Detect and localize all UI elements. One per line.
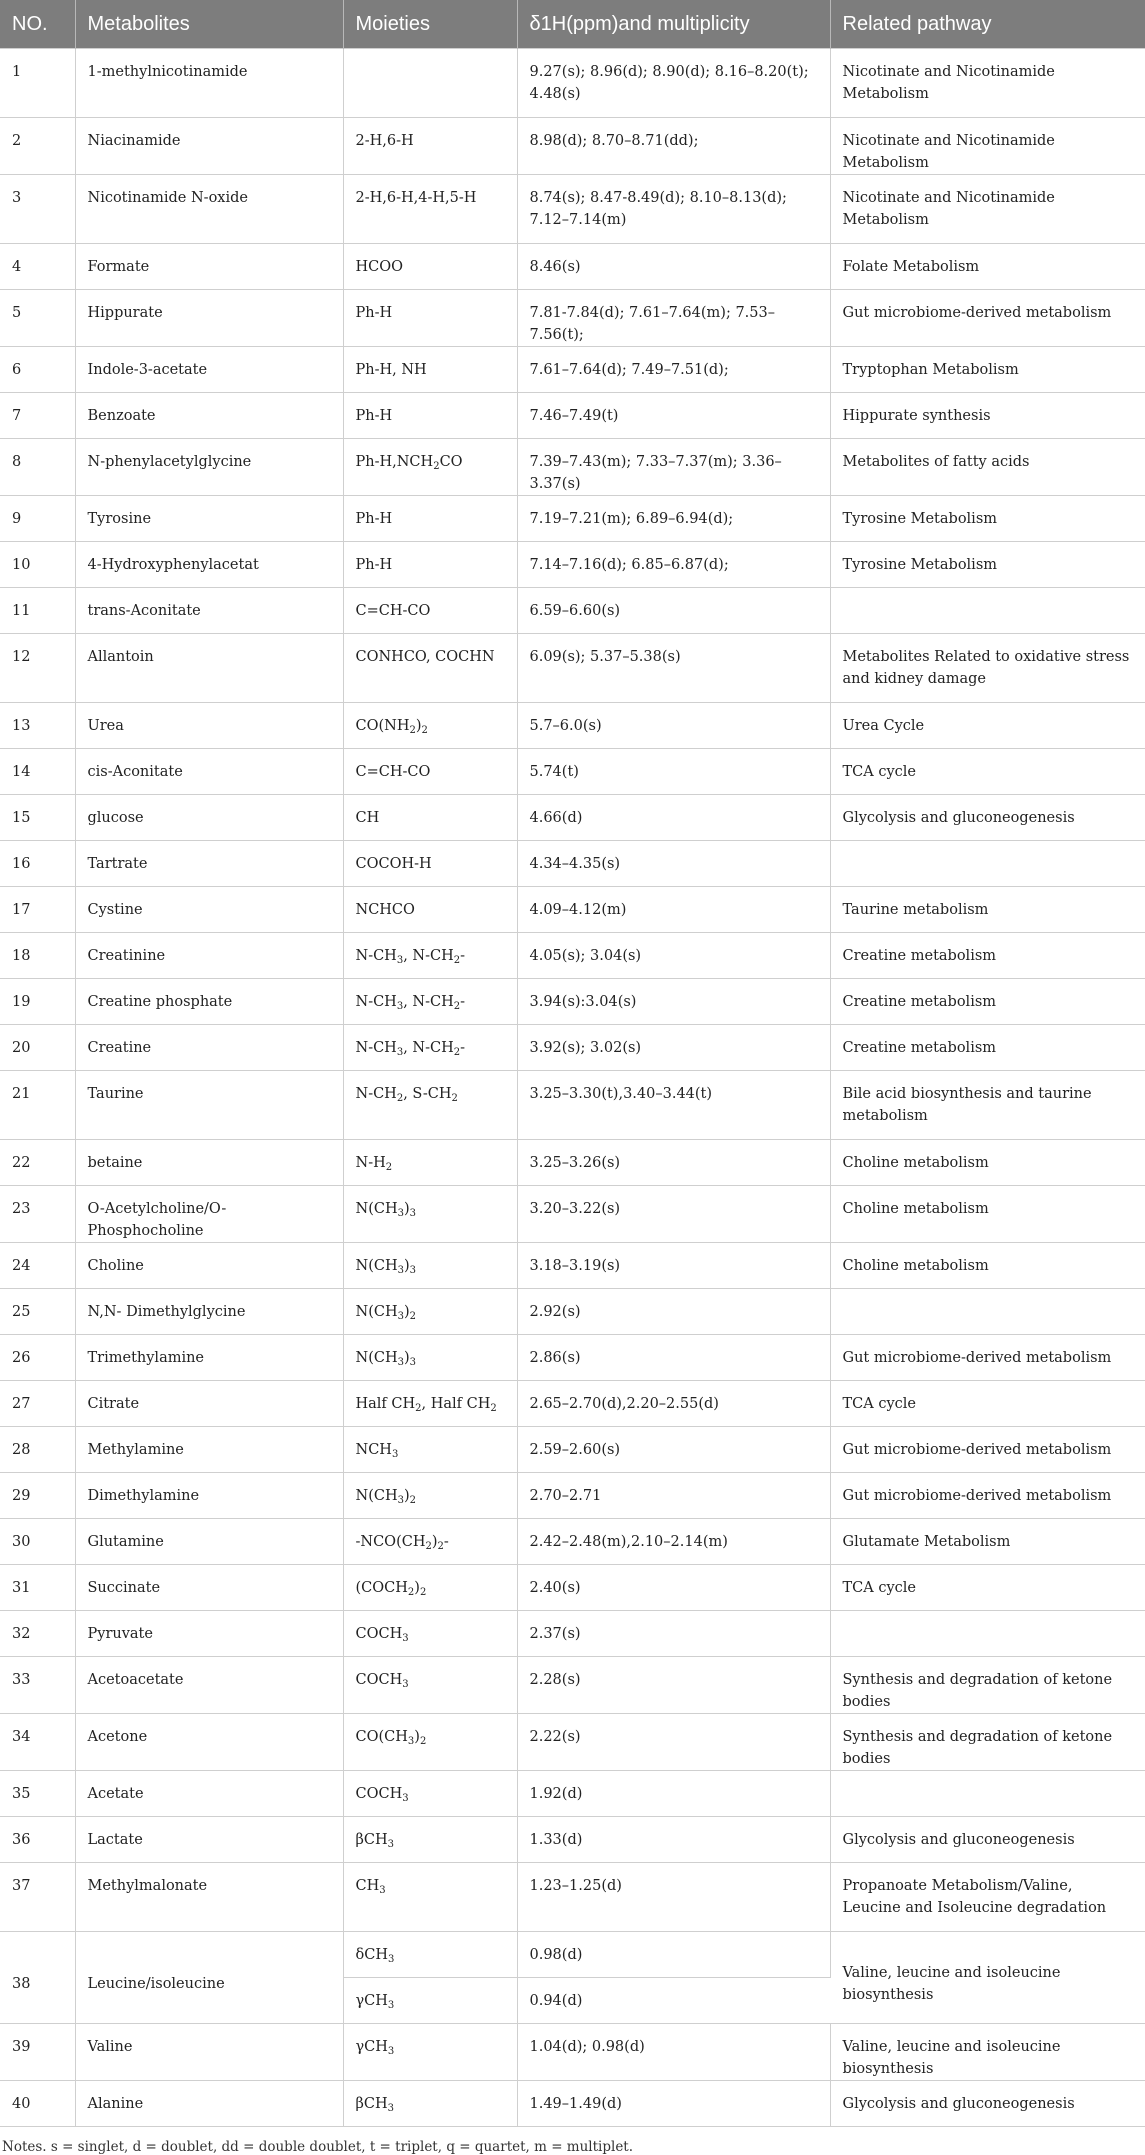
table-row xyxy=(0,703,1145,749)
cell-shift: 7.46–7.49(t) xyxy=(517,393,830,439)
cell-no: 37 xyxy=(0,1863,75,1932)
cell-shift: 3.25–3.26(s) xyxy=(517,1140,830,1186)
cell-shift: 2.92(s) xyxy=(517,1289,830,1335)
cell-no: 19 xyxy=(0,979,75,1025)
cell-pathway: TCA cycle xyxy=(830,749,1145,795)
cell-moiety: NCHCO xyxy=(343,887,517,933)
cell-metabolite: Glutamine xyxy=(75,1519,343,1565)
cell-pathway: Creatine metabolism xyxy=(830,933,1145,979)
cell-metabolite: Leucine/isoleucine xyxy=(75,1932,343,2024)
cell-metabolite: Choline xyxy=(75,1243,343,1289)
cell-shift: 4.66(d) xyxy=(517,795,830,841)
cell-metabolite: Methylamine xyxy=(75,1427,343,1473)
cell-pathway: Nicotinate and Nicotinamide Metabolism xyxy=(830,175,1145,244)
cell-shift: 6.09(s); 5.37–5.38(s) xyxy=(517,634,830,703)
table-row xyxy=(0,933,1145,979)
cell-no: 3 xyxy=(0,175,75,244)
cell-moiety: Half $CH_2$, Half $CH_2$ xyxy=(343,1381,517,1427)
cell-metabolite: Tyrosine xyxy=(75,496,343,542)
cell-pathway: TCA cycle xyxy=(830,1381,1145,1427)
table-row xyxy=(0,841,1145,887)
table-row xyxy=(0,1714,1145,1771)
table-row xyxy=(0,634,1145,703)
cell-pathway: Nicotinate and Nicotinamide Metabolism xyxy=(830,49,1145,118)
table-row xyxy=(0,439,1145,496)
cell-metabolite: Allantoin xyxy=(75,634,343,703)
cell-pathway: Nicotinate and Nicotinamide Metabolism xyxy=(830,118,1145,175)
cell-shift: 2.42–2.48(m),2.10–2.14(m) xyxy=(517,1519,830,1565)
cell-pathway: Glutamate Metabolism xyxy=(830,1519,1145,1565)
cell-metabolite: glucose xyxy=(75,795,343,841)
cell-pathway: Choline metabolism xyxy=(830,1140,1145,1186)
cell-pathway: Urea Cycle xyxy=(830,703,1145,749)
cell-no: 17 xyxy=(0,887,75,933)
cell-no: 4 xyxy=(0,244,75,290)
cell-moiety: $NCH_3$ xyxy=(343,1427,517,1473)
table-row xyxy=(0,588,1145,634)
cell-shift: 2.65–2.70(d),2.20–2.55(d) xyxy=(517,1381,830,1427)
cell-shift: 6.59–6.60(s) xyxy=(517,588,830,634)
cell-no: 22 xyxy=(0,1140,75,1186)
table-row xyxy=(0,749,1145,795)
cell-shift: 5.74(t) xyxy=(517,749,830,795)
cell-metabolite: N-phenylacetylglycine xyxy=(75,439,343,496)
cell-shift: 7.81-7.84(d); 7.61–7.64(m); 7.53–7.56(t); xyxy=(517,290,830,347)
cell-metabolite: trans-Aconitate xyxy=(75,588,343,634)
cell-no: 18 xyxy=(0,933,75,979)
cell-no: 11 xyxy=(0,588,75,634)
cell-no: 6 xyxy=(0,347,75,393)
cell-moiety: $N(CH_3)_2$ xyxy=(343,1289,517,1335)
cell-shift: 7.14–7.16(d); 6.85–6.87(d); xyxy=(517,542,830,588)
cell-pathway: Taurine metabolism xyxy=(830,887,1145,933)
cell-shift: 3.20–3.22(s) xyxy=(517,1186,830,1243)
cell-moiety: $N(CH_3)_3$ xyxy=(343,1335,517,1381)
cell-shift: 3.18–3.19(s) xyxy=(517,1243,830,1289)
cell-shift: 5.7–6.0(s) xyxy=(517,703,830,749)
cell-no: 20 xyxy=(0,1025,75,1071)
table-notes: Notes. s = singlet, d = doublet, dd = double doublet, t = triplet, q = quartet, m = multiplet. xyxy=(2,2139,634,2155)
cell-no: 16 xyxy=(0,841,75,887)
cell-pathway: Propanoate Metabolism/Valine, Leucine and Isoleucine degradation xyxy=(830,1863,1145,1932)
cell-moiety: $(COCH_2)_2$ xyxy=(343,1565,517,1611)
cell-moiety: $N-CH_2$, $S-CH_2$ xyxy=(343,1071,517,1140)
cell-no: 31 xyxy=(0,1565,75,1611)
cell-moiety: CH xyxy=(343,795,517,841)
cell-moiety: $CH_3$ xyxy=(343,1863,517,1932)
table-row xyxy=(0,347,1145,393)
cell-metabolite: 4-Hydroxyphenylacetat xyxy=(75,542,343,588)
cell-shift: 2.28(s) xyxy=(517,1657,830,1714)
cell-pathway xyxy=(830,1611,1145,1657)
cell-shift: 1.33(d) xyxy=(517,1817,830,1863)
cell-metabolite: Indole-3-acetate xyxy=(75,347,343,393)
cell-no: 13 xyxy=(0,703,75,749)
cell-pathway: Valine, leucine and isoleucine biosynthesis xyxy=(830,2024,1145,2081)
cell-moiety: γCH$_3$ xyxy=(343,2024,517,2081)
cell-shift: 0.98(d) xyxy=(517,1932,830,1978)
cell-shift: 8.98(d); 8.70–8.71(dd); xyxy=(517,118,830,175)
cell-moiety: 2-H,6-H,4-H,5-H xyxy=(343,175,517,244)
cell-metabolite: 1-methylnicotinamide xyxy=(75,49,343,118)
cell-metabolite: Tartrate xyxy=(75,841,343,887)
cell-shift: 1.49–1.49(d) xyxy=(517,2081,830,2127)
cell-metabolite: Creatine phosphate xyxy=(75,979,343,1025)
cell-no: 40 xyxy=(0,2081,75,2127)
cell-shift: 2.22(s) xyxy=(517,1714,830,1771)
cell-shift: 0.94(d) xyxy=(517,1978,830,2024)
cell-moiety: $N-H_2$ xyxy=(343,1140,517,1186)
header-no: NO. xyxy=(0,0,75,49)
table-row xyxy=(0,1140,1145,1186)
table-row xyxy=(0,1427,1145,1473)
cell-no: 36 xyxy=(0,1817,75,1863)
cell-no: 10 xyxy=(0,542,75,588)
cell-metabolite: O-Acetylcholine/O-Phosphocholine xyxy=(75,1186,343,1243)
cell-shift: 1.92(d) xyxy=(517,1771,830,1817)
cell-metabolite: Acetone xyxy=(75,1714,343,1771)
table-row xyxy=(0,1186,1145,1243)
cell-moiety: $N(CH_3)_3$ xyxy=(343,1243,517,1289)
cell-shift: 4.05(s); 3.04(s) xyxy=(517,933,830,979)
table-row xyxy=(0,1473,1145,1519)
cell-metabolite: Lactate xyxy=(75,1817,343,1863)
cell-no: 5 xyxy=(0,290,75,347)
cell-moiety: βCH$_3$ xyxy=(343,2081,517,2127)
cell-metabolite: Succinate xyxy=(75,1565,343,1611)
cell-no: 9 xyxy=(0,496,75,542)
cell-no: 32 xyxy=(0,1611,75,1657)
cell-no: 2 xyxy=(0,118,75,175)
cell-no: 38 xyxy=(0,1932,75,2024)
cell-no: 7 xyxy=(0,393,75,439)
cell-pathway xyxy=(830,1289,1145,1335)
cell-moiety: C=CH-CO xyxy=(343,749,517,795)
table-row xyxy=(0,393,1145,439)
cell-shift: 1.23–1.25(d) xyxy=(517,1863,830,1932)
cell-no: 25 xyxy=(0,1289,75,1335)
cell-metabolite: Alanine xyxy=(75,2081,343,2127)
table-row xyxy=(0,1771,1145,1817)
header-metabolites: Metabolites xyxy=(75,0,343,49)
cell-metabolite: betaine xyxy=(75,1140,343,1186)
cell-metabolite: Dimethylamine xyxy=(75,1473,343,1519)
cell-no: 8 xyxy=(0,439,75,496)
cell-pathway: Glycolysis and gluconeogenesis xyxy=(830,2081,1145,2127)
cell-no: 28 xyxy=(0,1427,75,1473)
cell-pathway xyxy=(830,1771,1145,1817)
cell-metabolite: Trimethylamine xyxy=(75,1335,343,1381)
cell-no: 30 xyxy=(0,1519,75,1565)
table-row xyxy=(0,542,1145,588)
cell-no: 1 xyxy=(0,49,75,118)
table-row xyxy=(0,979,1145,1025)
cell-moiety: $COCH_3$ xyxy=(343,1611,517,1657)
cell-moiety: Ph-H, NH xyxy=(343,347,517,393)
table-row xyxy=(0,1381,1145,1427)
cell-shift: 4.09–4.12(m) xyxy=(517,887,830,933)
cell-pathway: Creatine metabolism xyxy=(830,1025,1145,1071)
cell-pathway: Tyrosine Metabolism xyxy=(830,542,1145,588)
cell-pathway: Synthesis and degradation of ketone bodies xyxy=(830,1657,1145,1714)
cell-shift: 3.25–3.30(t),3.40–3.44(t) xyxy=(517,1071,830,1140)
cell-pathway: Hippurate synthesis xyxy=(830,393,1145,439)
table-row xyxy=(0,1243,1145,1289)
cell-moiety: $N(CH_3)_3$ xyxy=(343,1186,517,1243)
cell-metabolite: Acetate xyxy=(75,1771,343,1817)
table-row xyxy=(0,496,1145,542)
cell-metabolite: Niacinamide xyxy=(75,118,343,175)
table-row xyxy=(0,2024,1145,2081)
table-row xyxy=(0,244,1145,290)
cell-moiety: COCOH-H xyxy=(343,841,517,887)
table-row xyxy=(0,1863,1145,1932)
cell-pathway: Tryptophan Metabolism xyxy=(830,347,1145,393)
table-row xyxy=(0,2081,1145,2127)
cell-pathway: Gut microbiome-derived metabolism xyxy=(830,1427,1145,1473)
cell-shift: 2.59–2.60(s) xyxy=(517,1427,830,1473)
cell-no: 12 xyxy=(0,634,75,703)
cell-shift: 2.70–2.71 xyxy=(517,1473,830,1519)
cell-moiety: $Ph-H,NCH_2CO$ xyxy=(343,439,517,496)
cell-metabolite: Cystine xyxy=(75,887,343,933)
cell-pathway: Valine, leucine and isoleucine biosynthesis xyxy=(830,1932,1145,2024)
cell-metabolite: N,N- Dimethylglycine xyxy=(75,1289,343,1335)
header-moieties: Moieties xyxy=(343,0,517,49)
cell-shift: 7.39–7.43(m); 7.33–7.37(m); 3.36–3.37(s) xyxy=(517,439,830,496)
cell-pathway: Glycolysis and gluconeogenesis xyxy=(830,795,1145,841)
cell-moiety: $CO(CH_3)_2$ xyxy=(343,1714,517,1771)
cell-no: 15 xyxy=(0,795,75,841)
cell-metabolite: Valine xyxy=(75,2024,343,2081)
table-row xyxy=(0,1932,1145,1978)
cell-shift: 7.19–7.21(m); 6.89–6.94(d); xyxy=(517,496,830,542)
cell-shift: 1.04(d); 0.98(d) xyxy=(517,2024,830,2081)
table-row xyxy=(0,1335,1145,1381)
cell-metabolite: Urea xyxy=(75,703,343,749)
table-row xyxy=(0,49,1145,118)
cell-shift: 4.34–4.35(s) xyxy=(517,841,830,887)
cell-moiety: C=CH-CO xyxy=(343,588,517,634)
cell-no: 26 xyxy=(0,1335,75,1381)
cell-moiety: $N-CH_3$, $N-CH_2-$ xyxy=(343,979,517,1025)
cell-shift: 7.61–7.64(d); 7.49–7.51(d); xyxy=(517,347,830,393)
table-row xyxy=(0,887,1145,933)
table-row xyxy=(0,1519,1145,1565)
cell-pathway: Gut microbiome-derived metabolism xyxy=(830,1335,1145,1381)
cell-metabolite: Hippurate xyxy=(75,290,343,347)
cell-no: 35 xyxy=(0,1771,75,1817)
cell-moiety: $N-CH_3$, $N-CH_2-$ xyxy=(343,933,517,979)
cell-moiety: $N(CH_3)_2$ xyxy=(343,1473,517,1519)
cell-pathway: TCA cycle xyxy=(830,1565,1145,1611)
cell-metabolite: Benzoate xyxy=(75,393,343,439)
cell-moiety: βCH$_3$ xyxy=(343,1817,517,1863)
cell-shift: 8.74(s); 8.47-8.49(d); 8.10–8.13(d); 7.12–7.14(m) xyxy=(517,175,830,244)
cell-pathway: Gut microbiome-derived metabolism xyxy=(830,290,1145,347)
cell-shift: 3.92(s); 3.02(s) xyxy=(517,1025,830,1071)
cell-metabolite: Creatinine xyxy=(75,933,343,979)
cell-no: 29 xyxy=(0,1473,75,1519)
cell-no: 21 xyxy=(0,1071,75,1140)
cell-pathway: Synthesis and degradation of ketone bodies xyxy=(830,1714,1145,1771)
table-row xyxy=(0,118,1145,175)
table-row xyxy=(0,1657,1145,1714)
table-row xyxy=(0,1565,1145,1611)
cell-moiety: $CO(NH_2)_2$ xyxy=(343,703,517,749)
cell-metabolite: Taurine xyxy=(75,1071,343,1140)
header-shift: δ1H(ppm)and multiplicity xyxy=(517,0,830,49)
cell-metabolite: Acetoacetate xyxy=(75,1657,343,1714)
cell-shift: 9.27(s); 8.96(d); 8.90(d); 8.16–8.20(t); 4.48(s) xyxy=(517,49,830,118)
table-row xyxy=(0,795,1145,841)
cell-moiety xyxy=(343,49,517,118)
cell-no: 34 xyxy=(0,1714,75,1771)
cell-no: 24 xyxy=(0,1243,75,1289)
cell-metabolite: Nicotinamide N-oxide xyxy=(75,175,343,244)
cell-shift: 2.40(s) xyxy=(517,1565,830,1611)
cell-moiety: $COCH_3$ xyxy=(343,1657,517,1714)
cell-no: 39 xyxy=(0,2024,75,2081)
cell-metabolite: Citrate xyxy=(75,1381,343,1427)
cell-pathway: Tyrosine Metabolism xyxy=(830,496,1145,542)
cell-moiety: 2-H,6-H xyxy=(343,118,517,175)
table-row xyxy=(0,290,1145,347)
cell-metabolite: Pyruvate xyxy=(75,1611,343,1657)
cell-moiety: CONHCO, COCHN xyxy=(343,634,517,703)
cell-pathway: Choline metabolism xyxy=(830,1186,1145,1243)
table-row xyxy=(0,1289,1145,1335)
cell-pathway: Gut microbiome-derived metabolism xyxy=(830,1473,1145,1519)
cell-moiety: HCOO xyxy=(343,244,517,290)
cell-pathway xyxy=(830,841,1145,887)
cell-moiety: $-NCO(CH_2)_2-$ xyxy=(343,1519,517,1565)
cell-pathway: Metabolites Related to oxidative stress and kidney damage xyxy=(830,634,1145,703)
table-row xyxy=(0,1071,1145,1140)
cell-shift: 2.86(s) xyxy=(517,1335,830,1381)
table-row xyxy=(0,1611,1145,1657)
cell-moiety: Ph-H xyxy=(343,393,517,439)
cell-moiety: γCH$_3$ xyxy=(343,1978,517,2024)
cell-no: 14 xyxy=(0,749,75,795)
cell-pathway: Metabolites of fatty acids xyxy=(830,439,1145,496)
cell-shift: 3.94(s):3.04(s) xyxy=(517,979,830,1025)
cell-pathway: Creatine metabolism xyxy=(830,979,1145,1025)
cell-no: 33 xyxy=(0,1657,75,1714)
cell-pathway xyxy=(830,588,1145,634)
table-header-row xyxy=(0,0,1145,49)
cell-shift: 8.46(s) xyxy=(517,244,830,290)
cell-no: 27 xyxy=(0,1381,75,1427)
header-pathway: Related pathway xyxy=(830,0,1145,49)
cell-pathway: Glycolysis and gluconeogenesis xyxy=(830,1817,1145,1863)
cell-metabolite: Creatine xyxy=(75,1025,343,1071)
cell-moiety: Ph-H xyxy=(343,542,517,588)
cell-metabolite: Formate xyxy=(75,244,343,290)
cell-pathway: Folate Metabolism xyxy=(830,244,1145,290)
table-row xyxy=(0,175,1145,244)
table-row xyxy=(0,1025,1145,1071)
cell-metabolite: cis-Aconitate xyxy=(75,749,343,795)
cell-metabolite: Methylmalonate xyxy=(75,1863,343,1932)
table-row xyxy=(0,1817,1145,1863)
cell-moiety: Ph-H xyxy=(343,290,517,347)
cell-moiety: Ph-H xyxy=(343,496,517,542)
cell-shift: 2.37(s) xyxy=(517,1611,830,1657)
cell-moiety: $N-CH_3$, $N-CH_2-$ xyxy=(343,1025,517,1071)
cell-pathway: Choline metabolism xyxy=(830,1243,1145,1289)
cell-moiety: $COCH_3$ xyxy=(343,1771,517,1817)
cell-moiety: δCH$_3$ xyxy=(343,1932,517,1978)
cell-no: 23 xyxy=(0,1186,75,1243)
cell-pathway: Bile acid biosynthesis and taurine metabolism xyxy=(830,1071,1145,1140)
